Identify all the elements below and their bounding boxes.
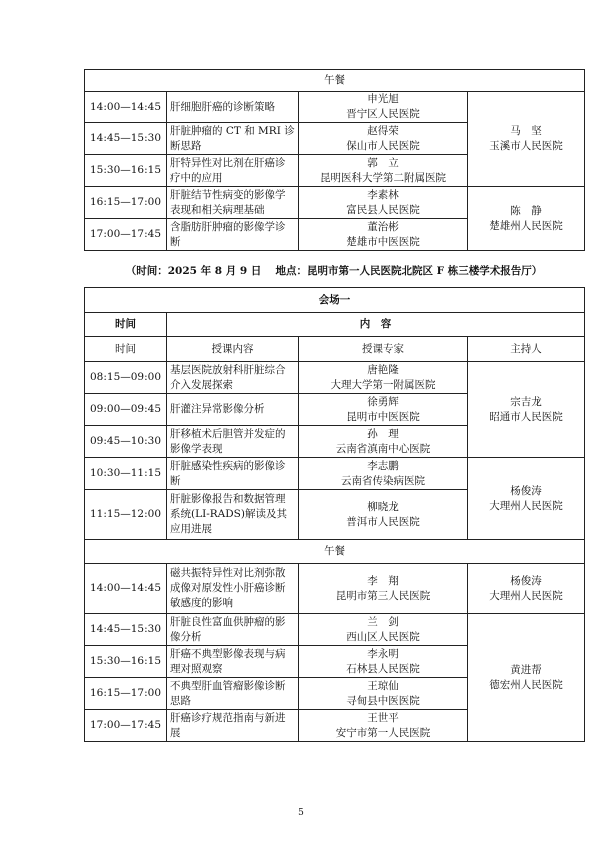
time-cell: 17:00—17:45 [85,710,167,742]
host-cell [468,362,585,458]
time-cell: 14:45—15:30 [85,123,167,155]
topic-cell: 肝细胞肝癌的诊断策略 [167,92,299,123]
host-cell [468,614,585,742]
speaker-cell [299,678,468,710]
host-hospital: 大理州人民医院 [489,499,563,512]
lunch-row: 午餐 [85,540,585,564]
time-cell: 14:00—14:45 [85,564,167,614]
host-hospital: 德宏州人民医院 [489,678,563,691]
host-hospital: 昭通市人民医院 [489,410,563,423]
speaker-name: 申光旭 [367,93,399,105]
topic-cell: 肝特异性对比剂在肝癌诊 疗中的应用 [167,155,299,187]
topic-cell: 肝癌诊疗规范指南与新进 展 [167,710,299,742]
speaker-name: 赵得荣 [367,124,399,137]
speaker-name: 李素林 [367,188,399,201]
speaker-hospital: 西山区人民医院 [346,630,420,643]
speaker-name: 李 翔 [367,574,399,587]
session-time-location: （时间：2025 年 8 月 9 日 地点：昆明市第一人民医院北院区 F 栋三楼学术报告厅） [125,265,543,277]
lunch-row: 午餐 [85,70,585,92]
speaker-hospital: 富民县人民医院 [346,203,420,216]
host-cell [468,564,585,614]
speaker-hospital: 昆明市第三人民医院 [335,589,431,602]
subheader-host: 主持人 [468,337,585,362]
host-cell [468,458,585,540]
topic-cell: 肝脏良性富血供肿瘤的影 像分析 [167,614,299,646]
speaker-cell [299,564,468,614]
speaker-cell [299,710,468,742]
speaker-cell [299,362,468,394]
speaker-hospital: 安宁市第一人民医院 [335,726,431,739]
topic-cell: 含脂肪肝肿瘤的影像学诊 断 [167,219,299,251]
speaker-hospital: 石林县人民医院 [346,662,420,675]
speaker-name: 李永明 [367,647,399,660]
topic-cell: 肝脏结节性病变的影像学 表现和相关病理基础 [167,187,299,219]
speaker-name: 孙 理 [367,427,399,440]
time-cell: 15:30—16:15 [85,155,167,187]
speaker-cell [299,394,468,426]
speaker-hospital: 云南省传染病医院 [341,474,425,487]
speaker-cell [299,219,468,251]
speaker-name: 唐艳隆 [367,363,399,376]
host-name: 黄进帮 [510,663,542,676]
speaker-hospital: 晋宁区人民医院 [346,108,420,120]
time-cell: 09:45—10:30 [85,426,167,458]
speaker-hospital: 大理大学第一附属医院 [330,378,436,391]
speaker-hospital: 云南省滇南中心医院 [335,442,431,455]
speaker-hospital: 昆明市中医医院 [346,410,420,423]
speaker-name: 兰 剑 [367,615,399,628]
speaker-name: 徐勇辉 [367,395,399,408]
speaker-name: 董治彬 [367,220,399,233]
time-cell: 14:00—14:45 [85,92,167,123]
speaker-cell [299,458,468,490]
speaker-hospital: 楚雄市中医医院 [346,235,420,248]
speaker-cell [299,614,468,646]
time-cell: 08:15—09:00 [85,362,167,394]
speaker-name: 郭 立 [367,156,399,169]
topic-cell: 磁共振特异性对比剂弥散 成像对原发性小肝癌诊断 敏感度的影响 [167,564,299,614]
venue-title: 会场一 [85,288,585,313]
topic-cell: 肝灌注异常影像分析 [167,394,299,426]
topic-cell: 基层医院放射科肝脏综合 介入发展探索 [167,362,299,394]
speaker-hospital: 普洱市人民医院 [346,515,420,528]
host-cell [468,187,585,251]
speaker-name: 柳晓龙 [367,500,399,513]
speaker-cell [299,646,468,678]
page-number: 5 [298,808,304,818]
speaker-hospital: 保山市人民医院 [346,139,420,152]
venue-one-schedule-table [84,287,585,742]
speaker-cell [299,123,468,155]
time-cell: 17:00—17:45 [85,219,167,251]
topic-cell: 不典型肝血管瘤影像诊断 思路 [167,678,299,710]
time-cell: 09:00—09:45 [85,394,167,426]
host-name: 杨俊涛 [510,484,542,497]
subheader-time: 时间 [85,337,167,362]
host-hospital: 大理州人民医院 [489,589,563,602]
speaker-name: 王琼仙 [367,679,399,692]
speaker-cell [299,426,468,458]
host-cell [468,92,585,187]
time-cell: 15:30—16:15 [85,646,167,678]
time-cell: 10:30—11:15 [85,458,167,490]
host-name: 陈 静 [510,204,542,217]
topic-cell: 肝移植术后胆管并发症的 影像学表现 [167,426,299,458]
subheader-topic: 授课内容 [167,337,299,362]
speaker-cell [299,92,468,123]
subheader-speaker: 授课专家 [299,337,468,362]
header-content: 内 容 [167,313,585,337]
topic-cell: 肝脏感染性疾病的影像诊 断 [167,458,299,490]
topic-cell: 肝脏肿瘤的 CT 和 MRI 诊 断思路 [167,123,299,155]
time-cell: 16:15—17:00 [85,678,167,710]
host-name: 马 坚 [510,125,542,137]
host-name: 杨俊涛 [510,574,542,587]
speaker-hospital: 寻甸县中医医院 [346,694,420,707]
speaker-hospital: 昆明医科大学第二附属医院 [320,171,446,184]
host-name: 宗吉龙 [510,395,542,408]
topic-cell: 肝脏影像报告和数据管理 系统(LI-RADS)解读及其 应用进展 [167,490,299,540]
afternoon-schedule-table-1 [84,69,585,251]
speaker-cell [299,155,468,187]
time-cell: 14:45—15:30 [85,614,167,646]
host-hospital: 玉溪市人民医院 [489,140,563,152]
speaker-cell [299,490,468,540]
speaker-cell [299,187,468,219]
host-hospital: 楚雄州人民医院 [489,219,563,232]
topic-cell: 肝癌不典型影像表现与病 理对照观察 [167,646,299,678]
speaker-name: 李志鹏 [367,459,399,472]
time-cell: 11:15—12:00 [85,490,167,540]
header-time: 时间 [85,313,167,337]
speaker-name: 王世平 [367,711,399,724]
time-cell: 16:15—17:00 [85,187,167,219]
